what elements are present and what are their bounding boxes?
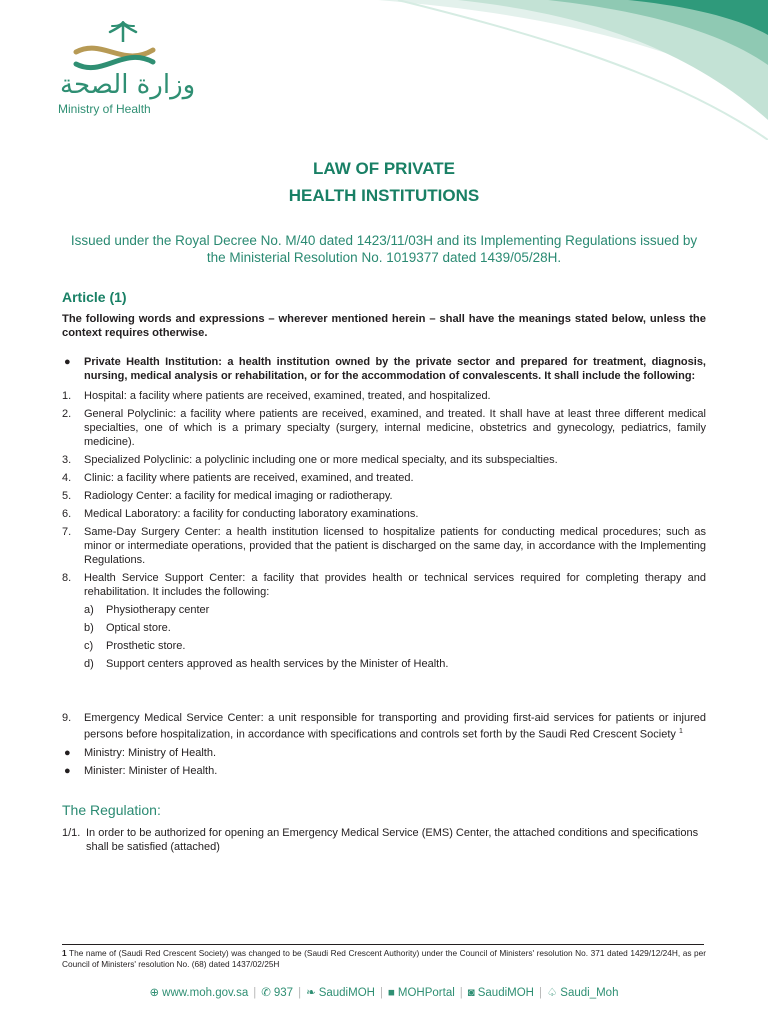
item-text: Hospital: a facility where patients are received, examined, treated, and hospitalized. bbox=[84, 390, 491, 402]
article-heading: Article (1) bbox=[62, 289, 127, 305]
sub-item-text: Optical store. bbox=[106, 622, 171, 634]
sub-item-text: Physiotherapy center bbox=[106, 604, 210, 616]
regulation-number: 1/1. bbox=[62, 827, 81, 839]
footnote-ref: 1 bbox=[678, 728, 683, 735]
item-number: 5. bbox=[62, 490, 72, 502]
logo-english-text: Ministry of Health bbox=[58, 102, 151, 116]
sub-list-item bbox=[62, 657, 706, 671]
list-item bbox=[62, 471, 706, 485]
definitions-block-continued bbox=[62, 711, 706, 778]
bullet-text: Ministry: Ministry of Health. bbox=[84, 746, 217, 759]
sub-item-marker: d) bbox=[84, 658, 94, 670]
portal-icon: ■ bbox=[387, 987, 395, 999]
footer-separator: | bbox=[459, 987, 463, 999]
regulation-heading: The Regulation: bbox=[62, 802, 161, 818]
definition-text: Private Health Institution: a health institution owned by the private sector and prepared for treatment, diagnosis, nursing, medical analysis or rehabilitation, or for the accommodation of convalescents. It shall include the following: bbox=[84, 356, 706, 382]
item-number: 7. bbox=[62, 526, 72, 538]
sub-item-text: Support centers approved as health services by the Minister of Health. bbox=[106, 658, 449, 670]
item-number: 9. bbox=[62, 712, 72, 724]
list-item bbox=[62, 389, 706, 403]
definitions-block bbox=[62, 355, 706, 671]
list-item bbox=[62, 826, 706, 854]
item-text: Specialized Polyclinic: a polyclinic including one or more medical specialty, and its subspecialties. bbox=[84, 454, 558, 466]
sub-item-marker: a) bbox=[84, 604, 94, 616]
logo-arabic-text: وزارة الصحة bbox=[60, 70, 196, 100]
list-item bbox=[62, 571, 706, 599]
list-item bbox=[62, 507, 706, 521]
twitter-icon: ❧ bbox=[306, 987, 316, 999]
regulation-text: In order to be authorized for opening an Emergency Medical Service (EMS) Center, the attached conditions and specifications shall be satisfied (attached) bbox=[86, 827, 699, 853]
list-item bbox=[62, 711, 706, 742]
list-item bbox=[62, 525, 706, 567]
snapchat-icon: ♤ bbox=[546, 987, 558, 999]
item-number: 3. bbox=[62, 454, 72, 466]
title-line-1: LAW OF PRIVATE bbox=[313, 159, 455, 178]
bullet-icon: ● bbox=[64, 764, 71, 777]
sub-list-item bbox=[62, 603, 706, 617]
sub-item-marker: c) bbox=[84, 640, 94, 652]
bullet-text: Minister: Minister of Health. bbox=[84, 764, 218, 777]
footer-instagram[interactable]: ◙ SaudiMOH bbox=[467, 987, 534, 999]
footer-separator: | bbox=[379, 987, 383, 999]
list-item bbox=[62, 489, 706, 503]
item-number: 4. bbox=[62, 472, 72, 484]
list-item bbox=[62, 355, 706, 383]
header-waves bbox=[338, 0, 768, 140]
footer-website[interactable]: ⊕ www.moh.gov.sa bbox=[149, 987, 249, 999]
sub-list-item bbox=[62, 639, 706, 653]
item-text: Medical Laboratory: a facility for conducting laboratory examinations. bbox=[84, 508, 419, 520]
list-item bbox=[62, 746, 706, 760]
list-item bbox=[62, 407, 706, 449]
item-text: General Polyclinic: a facility where patients are received, examined, and treated. It shall have at least three different medical specialties, one of which is a primary specialty (surgery, internal medicine, obstetrics and gynecology, pediatrics, family medicine). bbox=[84, 408, 706, 448]
footnote bbox=[62, 948, 706, 970]
sub-item-marker: b) bbox=[84, 622, 94, 634]
title-line-2: HEALTH INSTITUTIONS bbox=[288, 186, 480, 205]
item-number: 6. bbox=[62, 508, 72, 520]
footer-twitter[interactable]: ❧ SaudiMOH bbox=[306, 987, 375, 999]
item-text: Health Service Support Center: a facility that provides health or technical services required for completing therapy and rehabilitation. It includes the following: bbox=[84, 572, 706, 598]
item-text: Radiology Center: a facility for medical imaging or radiotherapy. bbox=[84, 490, 393, 502]
list-item bbox=[62, 764, 706, 778]
sub-list-item bbox=[62, 621, 706, 635]
item-number: 2. bbox=[62, 408, 72, 420]
bullet-icon: ● bbox=[64, 746, 71, 759]
bullet-icon: ● bbox=[64, 356, 71, 368]
regulation-paragraph bbox=[62, 826, 706, 854]
footer-separator: | bbox=[253, 987, 257, 999]
footnote-divider bbox=[62, 944, 704, 945]
sub-item-text: Prosthetic store. bbox=[106, 640, 186, 652]
item-number: 1. bbox=[62, 390, 72, 402]
list-item bbox=[62, 453, 706, 467]
phone-icon: ✆ bbox=[261, 987, 271, 999]
footer-portal[interactable]: ■ MOHPortal bbox=[387, 987, 455, 999]
footer-separator: | bbox=[538, 987, 542, 999]
item-number: 8. bbox=[62, 572, 72, 584]
globe-icon: ⊕ bbox=[149, 987, 160, 999]
footer-phone[interactable]: ✆ 937 bbox=[261, 987, 294, 999]
footer-contact-bar bbox=[0, 985, 768, 999]
footer-separator: | bbox=[298, 987, 302, 999]
footnote-text: The name of (Saudi Red Crescent Society) was changed to be (Saudi Red Crescent Authority) under the Council of Ministers' resolution No. 371 dated 1429/12/24H, as per Council of Ministers' resolution No. (68) dated 1437/02/25H bbox=[62, 948, 707, 969]
footnote-number: 1 bbox=[62, 948, 67, 958]
document-title bbox=[0, 155, 768, 209]
item-text: Clinic: a facility where patients are received, examined, and treated. bbox=[84, 472, 414, 484]
footer-snapchat[interactable]: ♤ Saudi_Moh bbox=[546, 987, 619, 999]
item-text: Emergency Medical Service Center: a unit responsible for transporting and providing first-aid services for patients or injured persons before hospitalization, in accordance with specifications and controls set forth by the Saudi Red Crescent Society bbox=[84, 712, 706, 741]
article-intro: The following words and expressions – wherever mentioned herein – shall have the meanings stated below, unless the context requires otherwise. bbox=[62, 313, 706, 339]
instagram-icon: ◙ bbox=[467, 987, 475, 999]
item-text: Same-Day Surgery Center: a health institution licensed to hospitalize patients for conducting medical procedures; such as minor or intermediate operations, provided that the patient is discharged on the same day, in accordance with the Implementing Regulations. bbox=[84, 526, 706, 566]
issued-statement: Issued under the Royal Decree No. M/40 dated 1423/11/03H and its Implementing Regulations issued by the Ministerial Resolution No. 1019377 dated 1439/05/28H. bbox=[70, 233, 698, 265]
